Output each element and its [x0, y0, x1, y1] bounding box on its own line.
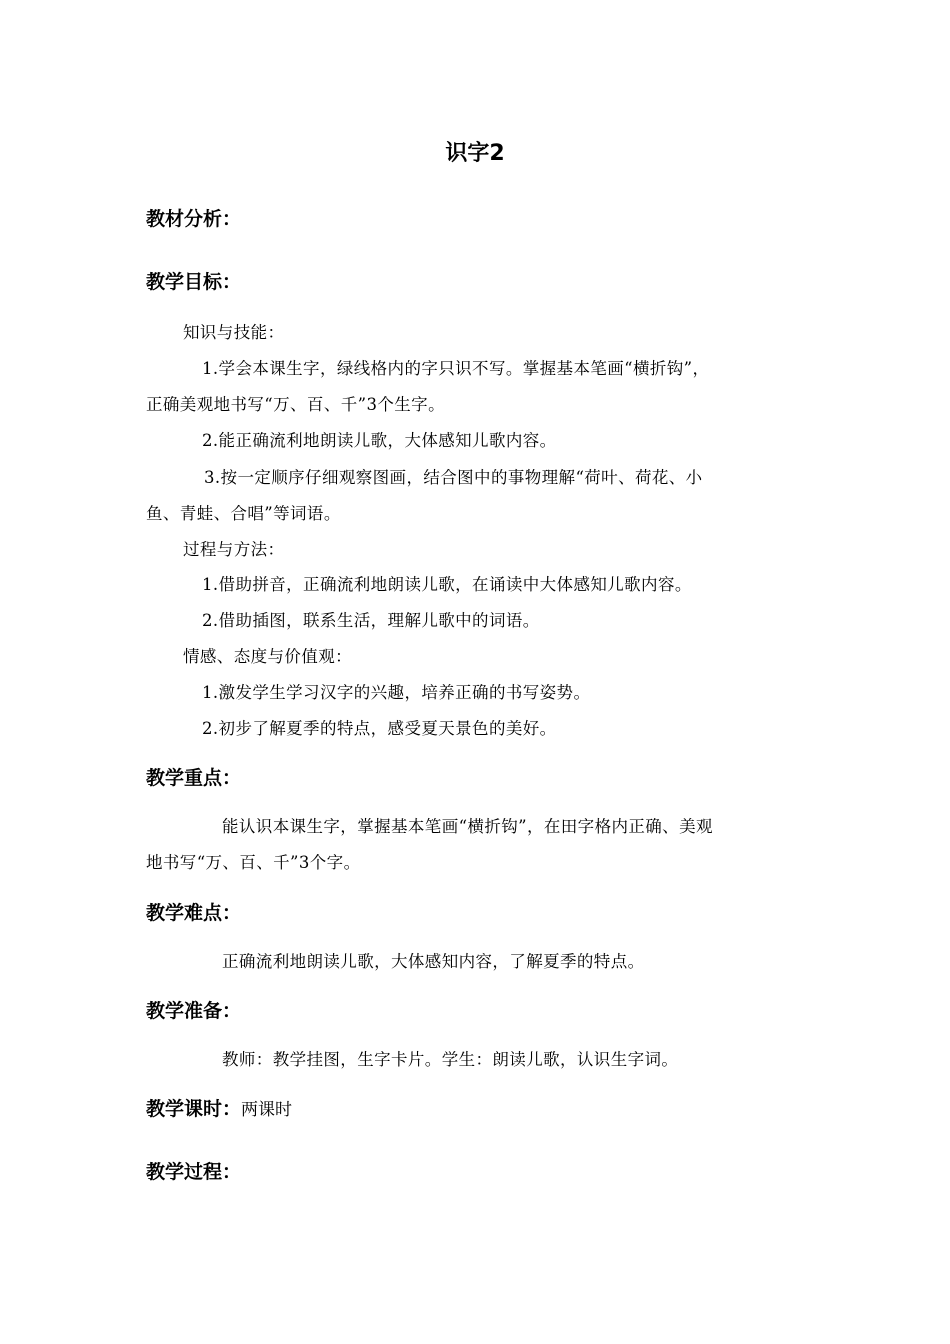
preparation-text: 教师：教学挂图，生字卡片。学生：朗读儿歌，认识生字词。 — [222, 1050, 679, 1069]
knowledge-item-1-line-1: 1.学会本课生字，绿线格内的字只识不写。掌握基本笔画“横折钩”， — [202, 359, 710, 378]
key-points-line-2: 地书写“万、百、千”3个字。 — [146, 853, 361, 872]
knowledge-item-2: 2.能正确流利地朗读儿歌，大体感知儿歌内容。 — [202, 431, 557, 450]
key-points-line-1: 能认识本课生字，掌握基本笔画“横折钩”，在田字格内正确、美观 — [222, 817, 713, 836]
class-periods-value: 两课时 — [241, 1100, 293, 1120]
heading-procedure: 教学过程： — [146, 1161, 242, 1183]
process-methods-label: 过程与方法： — [183, 540, 285, 559]
emotion-values-label: 情感、态度与价值观： — [183, 647, 352, 666]
knowledge-skills-label: 知识与技能： — [183, 323, 285, 342]
difficulties-text: 正确流利地朗读儿歌，大体感知内容，了解夏季的特点。 — [222, 952, 645, 971]
class-periods-label: 教学课时： — [146, 1098, 242, 1120]
knowledge-item-1-line-2: 正确美观地书写“万、百、千”3个生字。 — [146, 395, 445, 414]
heading-preparation: 教学准备： — [146, 1000, 242, 1022]
heading-difficulties: 教学难点： — [146, 902, 242, 924]
emotion-item-1: 1.激发学生学习汉字的兴趣，培养正确的书写姿势。 — [202, 683, 591, 702]
heading-objectives: 教学目标： — [146, 271, 242, 293]
process-item-2: 2.借助插图，联系生活，理解儿歌中的词语。 — [202, 611, 540, 630]
document-title: 识字2 — [445, 141, 505, 166]
heading-material-analysis: 教材分析： — [146, 208, 242, 230]
heading-key-points: 教学重点： — [146, 767, 242, 789]
knowledge-item-3-line-1: 3.按一定顺序仔细观察图画，结合图中的事物理解“荷叶、荷花、小 — [204, 468, 703, 487]
knowledge-item-3-line-2: 鱼、青蛙、合唱”等词语。 — [146, 504, 341, 523]
process-item-1: 1.借助拼音，正确流利地朗读儿歌，在诵读中大体感知儿歌内容。 — [202, 575, 692, 594]
heading-class-periods — [146, 1094, 292, 1121]
emotion-item-2: 2.初步了解夏季的特点，感受夏天景色的美好。 — [202, 719, 557, 738]
